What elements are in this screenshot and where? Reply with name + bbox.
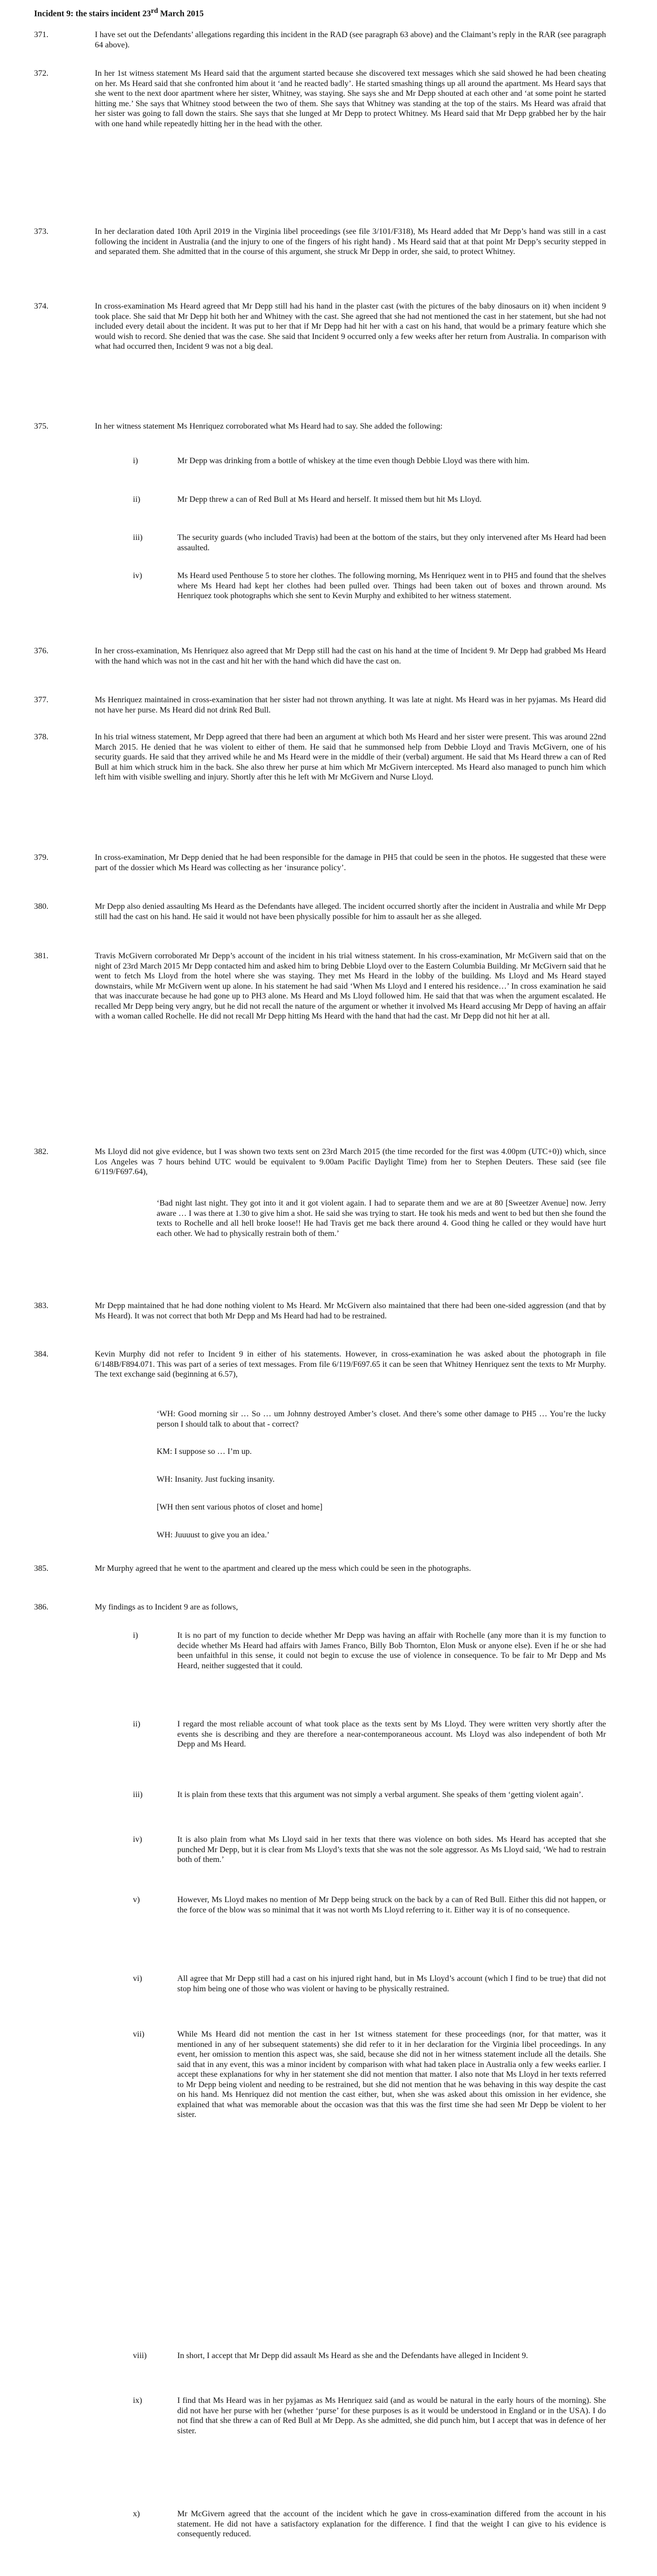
finding-label: ii) [133,1720,141,1728]
paragraph-number: 381. [34,952,48,960]
paragraph-text: I have set out the Defendants’ allegations regarding this incident in the RAD (see paragraph 63 above) and the Claimant’s reply in the RAR (see paragraph 64 above). [95,30,606,49]
paragraph-text: Mr Murphy agreed that he went to the apartment and cleared up the mess which could be seen in the photographs. [95,1564,471,1573]
paragraph-376 [34,646,606,666]
paragraph-text: In cross-examination, Mr Depp denied that he had been responsible for the damage in PH5 that could be seen in the photos. He suggested that these were part of the dossier which Ms Heard was collecting as her ‘insurance policy’. [95,853,606,872]
paragraph-384 [34,1349,606,1380]
quoted-text: ‘Bad night last night. They got into it and it got violent again. I had to separate them and we are at 80 [Sweetzer Avenue] now. Jerry aware … I was there at 1.30 to give him a shot. He said she was trying to start. He took his meds and went to bed but then she found the texts to Rochelle and all hell broke loose!! He had Travis get me back there around 4. Good thing he called or they would have hurt each other. We had to physically restrain both of them.’ [157,1199,606,1238]
paragraph-number: 380. [34,902,48,911]
list-item-label: iv) [133,571,142,580]
paragraph-378 [34,732,606,783]
exchange-line: ‘WH: Good morning sir … So … um Johnny destroyed Amber’s closet. And there’s some other damage to PH5 … You’re the lucky person I should talk to about that - correct? [157,1410,606,1429]
paragraph-text: Mr Depp maintained that he had done nothing violent to Ms Heard. Mr McGivern also maintained that there had been one-sided aggression (and that by Ms Heard). It was not correct that both Mr Depp and Ms Heard had had to be restrained. [95,1301,606,1320]
paragraph-373 [34,227,606,257]
finding-label: i) [133,1631,138,1640]
paragraph-371 [34,30,606,50]
paragraph-381 [34,951,606,1022]
paragraph-383 [34,1301,606,1321]
list-item-375-i [95,456,606,466]
finding-viii [95,2351,606,2361]
paragraph-text: Kevin Murphy did not refer to Incident 9 in either of his statements. However, in cross-examination he was asked about the photograph in file 6/148B/F894.071. This was part of a series of text messages. From file 6/119/F697.65 it can be seen that Whitney Henriquez sent the texts to Mr Murphy. The text exchange said (beginning at 6.57), [95,1350,606,1379]
heading-title: Incident 9: the stairs incident 23 [34,8,151,19]
paragraph-number: 384. [34,1350,48,1359]
finding-i [95,1631,606,1671]
paragraph-number: 386. [34,1603,48,1612]
paragraph-number: 377. [34,696,48,704]
finding-label: viii) [133,2351,147,2360]
finding-text: While Ms Heard did not mention the cast in her 1st witness statement for these proceedings (nor, for that matter, was it mentioned in any of her subsequent statements) she did refer to it in her declaration for the Virginia libel proceedings. In any event, her omission to mention this aspect was, she said, because she did not in her witness statement include all the details. She said that in any event, this was a minor incident by comparison with what had taken place in Australia only a few weeks earlier. I accept these explanations for why in her statement she did not mention that matter. I also note that Ms Lloyd in her texts referred to Mr Depp being violent and needing to be restrained, but she did not mention that he was behaving in this way despite the cast on his hand. Ms Henriquez did not mention the cast either, but, when she was asked about this omission in her evidence, she explained that what was memorable about the occasion was that this was the first time she had seen Mr Depp be violent to her sister. [177,2030,606,2120]
paragraph-number: 373. [34,227,48,236]
list-item-label: ii) [133,495,141,504]
text-exchange-line [95,1447,606,1457]
paragraph-number: 385. [34,1564,48,1573]
paragraph-385 [34,1564,606,1574]
list-item-text: Ms Heard used Penthouse 5 to store her clothes. The following morning, Ms Henriquez went in to PH5 and found that the shelves where Ms Heard had kept her clothes had been pulled over. Things had been taken out of boxes and thrown around. Ms Henriquez took photographs which she sent to Kevin Murphy and exhibited to her witness statement. [177,571,606,601]
finding-iv [95,1835,606,1865]
paragraph-382 [34,1147,606,1177]
finding-v [95,1895,606,1915]
quoted-texts-382 [95,1198,606,1239]
paragraph-number: 379. [34,853,48,862]
finding-label: iv) [133,1835,142,1844]
list-item-text: The security guards (who included Travis) had been at the bottom of the stairs, but they only intervened after Ms Heard had been assaulted. [177,533,606,552]
finding-ii [95,1719,606,1750]
paragraph-text: In his trial witness statement, Mr Depp agreed that there had been an argument at which both Ms Heard and her sister were present. This was around 22nd March 2015. He denied that he was violent to either of them. He said that he summonsed help from Debbie Lloyd and Travis McGivern, one of his security guards. He said that they arrived while he and Ms Heard were in the middle of their (verbal) argument. He said that Ms Heard threw a can of Red Bull at him which struck him in the back. She also threw her purse at him which Mr McGivern intercepted. Ms Heard also managed to punch him which left him with visible swelling and injury. Shortly after this he left with Mr McGivern and Nurse Lloyd. [95,733,606,782]
paragraph-375 [34,421,606,432]
list-item-375-iv [95,571,606,601]
exchange-line: [WH then sent various photos of closet and home] [157,1503,323,1512]
paragraph-text: In cross-examination Ms Heard agreed that Mr Depp still had his hand in the plaster cast (with the pictures of the baby dinosaurs on it) when incident 9 took place. She said that Mr Depp hit both her and Whitney with the cast. She agreed that she had not mentioned the cast in her statement, but she had not included every detail about the incident. It was put to her that if Mr Depp had hit her with a cast on his hand, that would be a primary feature which she would wish to record. She denied that was the case. She said that Incident 9 occurred only a few weeks after her return from Australia. In comparison with what had occurred then, Incident 9 was not a big deal. [95,302,606,351]
finding-label: iii) [133,1790,143,1799]
finding-text: It is plain from these texts that this argument was not simply a verbal argument. She speaks of them ‘getting violent again’. [177,1790,584,1799]
paragraph-text: Travis McGivern corroborated Mr Depp’s account of the incident in his trial witness statement. In his cross-examination, Mr McGivern said that on the night of 23rd March 2015 Mr Depp contacted him and asked him to bring Debbie Lloyd over to the Eastern Columbia Building. Mr McGivern said that he went to fetch Ms Lloyd from the hotel where she was staying. They met Ms Heard in the lobby of the building. Ms Lloyd and Ms Heard stayed downstairs, while Mr McGivern went up alone. In his statement he had said ‘When Ms Lloyd and I entered his residence…’ In cross examination he said that was inaccurate because he had gone up to PH3 alone. Ms Heard and Ms Lloyd followed him. He said that that was when the argument escalated. He recalled Mr Depp being very angry, but he did not recall the nature of the argument or whether it involved Ms Heard accusing Mr Depp of having an affair with a woman called Rochelle. He did not recall Mr Depp hitting Ms Heard with the hand that had the cast. Mr Depp did not hit her at all. [95,952,606,1021]
paragraph-text: In her witness statement Ms Henriquez corroborated what Ms Heard had to say. She added the following: [95,422,443,431]
heading-title-tail: March 2015 [158,8,204,19]
finding-text: However, Ms Lloyd makes no mention of Mr Depp being struck on the back by a can of Red Bull. Either this did not happen, or the force of the blow was so minimal that it was not worth Ms Lloyd referring to it. Either way it is of no consequence. [177,1895,606,1914]
finding-label: v) [133,1895,140,1904]
finding-text: I regard the most reliable account of what took place as the texts sent by Ms Lloyd. They were written very shortly after the events she is describing and they are therefore a near-contemporaneous account. Ms Lloyd was also independent of both Mr Depp and Ms Heard. [177,1720,606,1749]
paragraph-text: Ms Henriquez maintained in cross-examination that her sister had not thrown anything. It was late at night. Ms Heard was in her pyjamas. Ms Heard did not have her purse. Ms Heard did not drink Red Bull. [95,696,606,715]
section-heading [34,7,204,19]
paragraph-text: My findings as to Incident 9 are as follows, [95,1603,238,1612]
paragraph-386 [34,1602,606,1613]
finding-vi [95,1974,606,1994]
finding-text: Mr McGivern agreed that the account of the incident which he gave in cross-examination differed from the account in his statement. He did not have a satisfactory explanation for the difference. I find that the weight I can give to his evidence is consequently reduced. [177,2510,606,2539]
paragraph-text: In her declaration dated 10th April 2019 in the Virginia libel proceedings (see file 3/101/F318), Ms Heard added that Mr Depp’s hand was still in a cast following the incident in Australia (and the injury to one of the fingers of his right hand) . Ms Heard said that at that point Mr Depp’s security stepped in and separated them. She admitted that in the course of this argument, she struck Mr Depp in order, she said, to protect Whitney. [95,227,606,257]
paragraph-text: In her 1st witness statement Ms Heard said that the argument started because she discovered text messages which she said showed he had been cheating on her. Ms Heard said that she confronted him about it ‘and he reacted badly’. He started smashing things up all around the apartment. Ms Heard says that she went to the next door apartment where her sister, Whitney, was staying. She says she and Mr Depp shouted at each other and ‘at some point he started hitting me.’ She says that Whitney stood between the two of them. She says that Whitney was standing at the top of the stairs. Ms Heard was afraid that her sister was going to fall down the stairs. She says that she lunged at Mr Depp to protect Whitney. Ms Heard said that Mr Depp grabbed her by the hair with one hand while repeatedly hitting her in the head with the other. [95,69,606,128]
finding-ix [95,2396,606,2436]
paragraph-number: 382. [34,1147,48,1156]
paragraph-372 [34,69,606,129]
paragraph-number: 378. [34,733,48,741]
finding-vii [95,2029,606,2120]
finding-label: ix) [133,2396,142,2405]
paragraph-text: Mr Depp also denied assaulting Ms Heard as the Defendants have alleged. The incident occurred shortly after the incident in Australia and while Mr Depp still had the cast on his hand. He said it would not have been physically possible for him to assault her as she alleged. [95,902,606,921]
paragraph-number: 371. [34,30,48,39]
paragraph-379 [34,853,606,873]
finding-label: vi) [133,1974,142,1983]
finding-text: It is also plain from what Ms Lloyd said in her texts that there was violence on both sides. Ms Heard has accepted that she punched Mr Depp, but it is clear from Ms Lloyd’s texts that she was not the sole aggressor. As Ms Lloyd said, ‘We had to restrain both of them.’ [177,1835,606,1865]
exchange-line: WH: Juuuust to give you an idea.’ [157,1531,270,1539]
list-item-375-iii [95,533,606,553]
finding-x [95,2509,606,2539]
paragraph-374 [34,301,606,352]
paragraph-number: 383. [34,1301,48,1310]
paragraph-number: 374. [34,302,48,311]
finding-text: I find that Ms Heard was in her pyjamas as Ms Henriquez said (and as would be natural in the early hours of the morning). She did not have her purse with her (whether ‘purse’ for these purposes is as it would be understood in England or in the USA). I do not find that she threw a can of Red Bull at Mr Depp. As she admitted, she did punch him, but I accept that was in defence of her sister. [177,2396,606,2435]
finding-text: In short, I accept that Mr Depp did assault Ms Heard as she and the Defendants have alleged in Incident 9. [177,2351,528,2360]
finding-label: vii) [133,2030,145,2039]
paragraph-text: In her cross-examination, Ms Henriquez also agreed that Mr Depp still had the cast on his hand at the time of Incident 9. Mr Depp had grabbed Ms Heard with the hand which was not in the cast and hit her with the hand which did have the cast on. [95,647,606,666]
list-item-text: Mr Depp threw a can of Red Bull at Ms Heard and herself. It missed them but hit Ms Lloyd. [177,495,482,504]
paragraph-text: Ms Lloyd did not give evidence, but I was shown two texts sent on 23rd March 2015 (the time recorded for the first was 4.00pm (UTC+0)) which, since Los Angeles was 7 hours behind UTC would be equivalent to 9.00am Pacific Daylight Time) from her to Stephen Deuters. These said (see file 6/119/F697.64), [95,1147,606,1177]
text-exchange-line [95,1502,606,1513]
paragraph-number: 376. [34,647,48,655]
text-exchange-line [95,1475,606,1485]
finding-label: x) [133,2510,140,2518]
finding-iii [95,1790,606,1800]
paragraph-number: 375. [34,422,48,431]
heading-ordinal-suffix: rd [150,7,158,14]
exchange-line: WH: Insanity. Just fucking insanity. [157,1475,275,1484]
text-exchange-line [95,1409,606,1429]
finding-text: All agree that Mr Depp still had a cast on his injured right hand, but in Ms Lloyd’s account (which I find to be true) that did not stop him being one of those who was violent or having to be physically restrained. [177,1974,606,1993]
paragraph-380 [34,902,606,922]
finding-text: It is no part of my function to decide whether Mr Depp was having an affair with Rochelle (any more than it is my function to decide whether Ms Heard had affairs with James Franco, Billy Bob Thornton, Elon Musk or anyone else). Even if he or she had been unfaithful in this sense, it could not begin to excuse the use of violence in consequence. To be fair to Mr Depp and Ms Heard, neither suggested that it could. [177,1631,606,1670]
list-item-label: iii) [133,533,143,542]
exchange-line: KM: I suppose so … I’m up. [157,1447,252,1456]
paragraph-377 [34,695,606,715]
list-item-label: i) [133,456,138,465]
paragraph-number: 372. [34,69,48,78]
list-item-text: Mr Depp was drinking from a bottle of whiskey at the time even though Debbie Lloyd was there with him. [177,456,530,465]
text-exchange-line [95,1530,606,1540]
list-item-375-ii [95,495,606,505]
